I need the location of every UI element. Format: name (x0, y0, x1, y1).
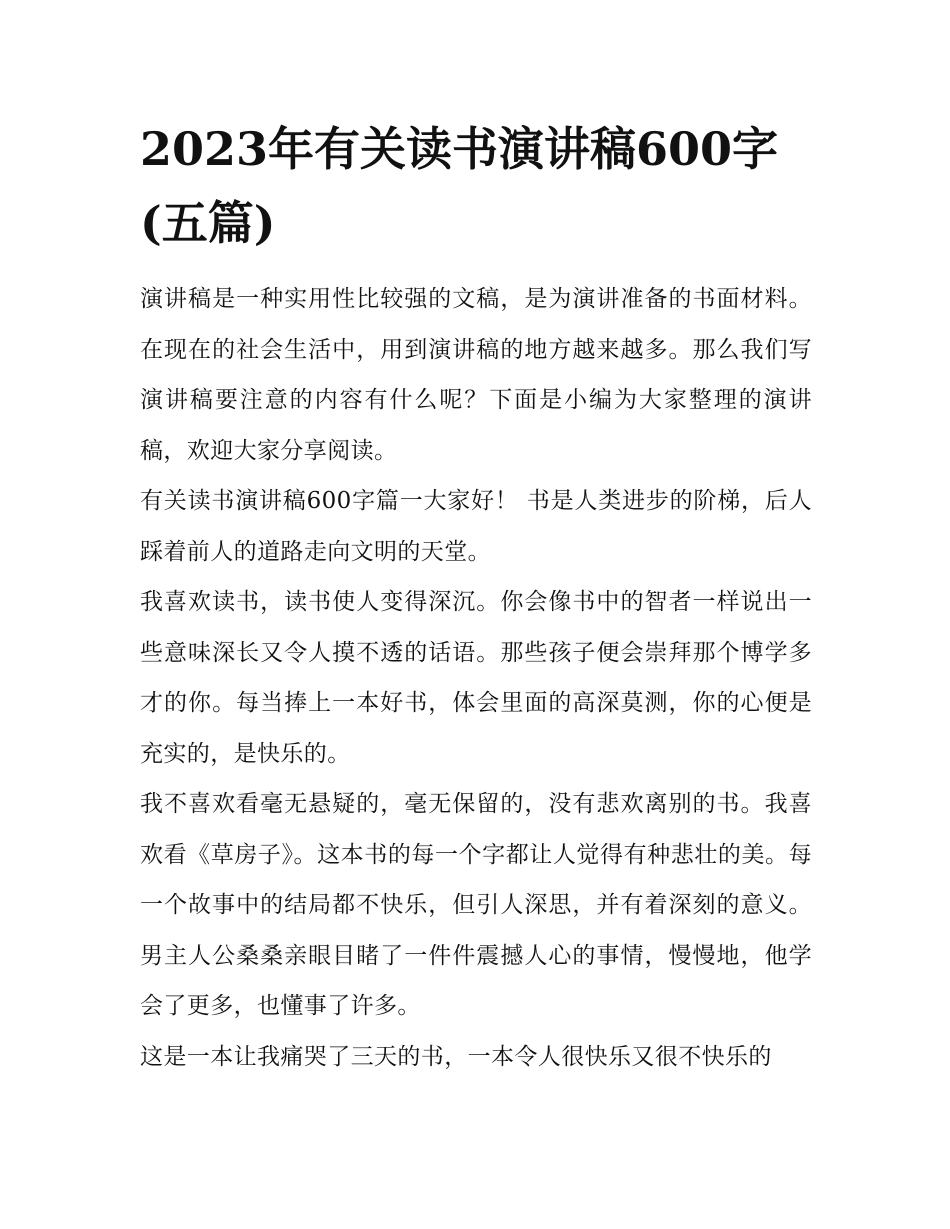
paragraph-2: 我喜欢读书，读书使人变得深沉。你会像书中的智者一样说出一些意味深长又令人摸不透的话语。那些孩子便会崇拜那个博学多才的你。每当捧上一本好书，体会里面的高深莫测，你的心便是充实的，是快乐的。 (140, 589, 812, 767)
paragraph-3: 我不喜欢看毫无悬疑的，毫无保留的，没有悲欢离别的书。我喜欢看《草房子》。这本书的每一个字都让人觉得有种悲壮的美。每一个故事中的结局都不快乐，但引人深思，并有着深刻的意义。男主人公桑桑亲眼目睹了一件件震撼人心的事情，慢慢地，他学会了更多，也懂事了许多。 (140, 791, 812, 1019)
paragraph-4: 这是一本让我痛哭了三天的书，一本令人很快乐又很不快乐的 (140, 1043, 772, 1070)
paragraph-1: 有关读书演讲稿600字篇一大家好！ 书是人类进步的阶梯，后人踩着前人的道路走向文明的天堂。 (140, 488, 812, 565)
paragraph-intro: 演讲稿是一种实用性比较强的文稿，是为演讲准备的书面材料。在现在的社会生活中，用到演讲稿的地方越来越多。那么我们写演讲稿要注意的内容有什么呢？下面是小编为大家整理的演讲稿，欢迎大家分享阅读。 (140, 286, 812, 464)
document-title: 2023年有关读书演讲稿600字(五篇) (140, 122, 779, 250)
document-page (140, 112, 812, 1082)
